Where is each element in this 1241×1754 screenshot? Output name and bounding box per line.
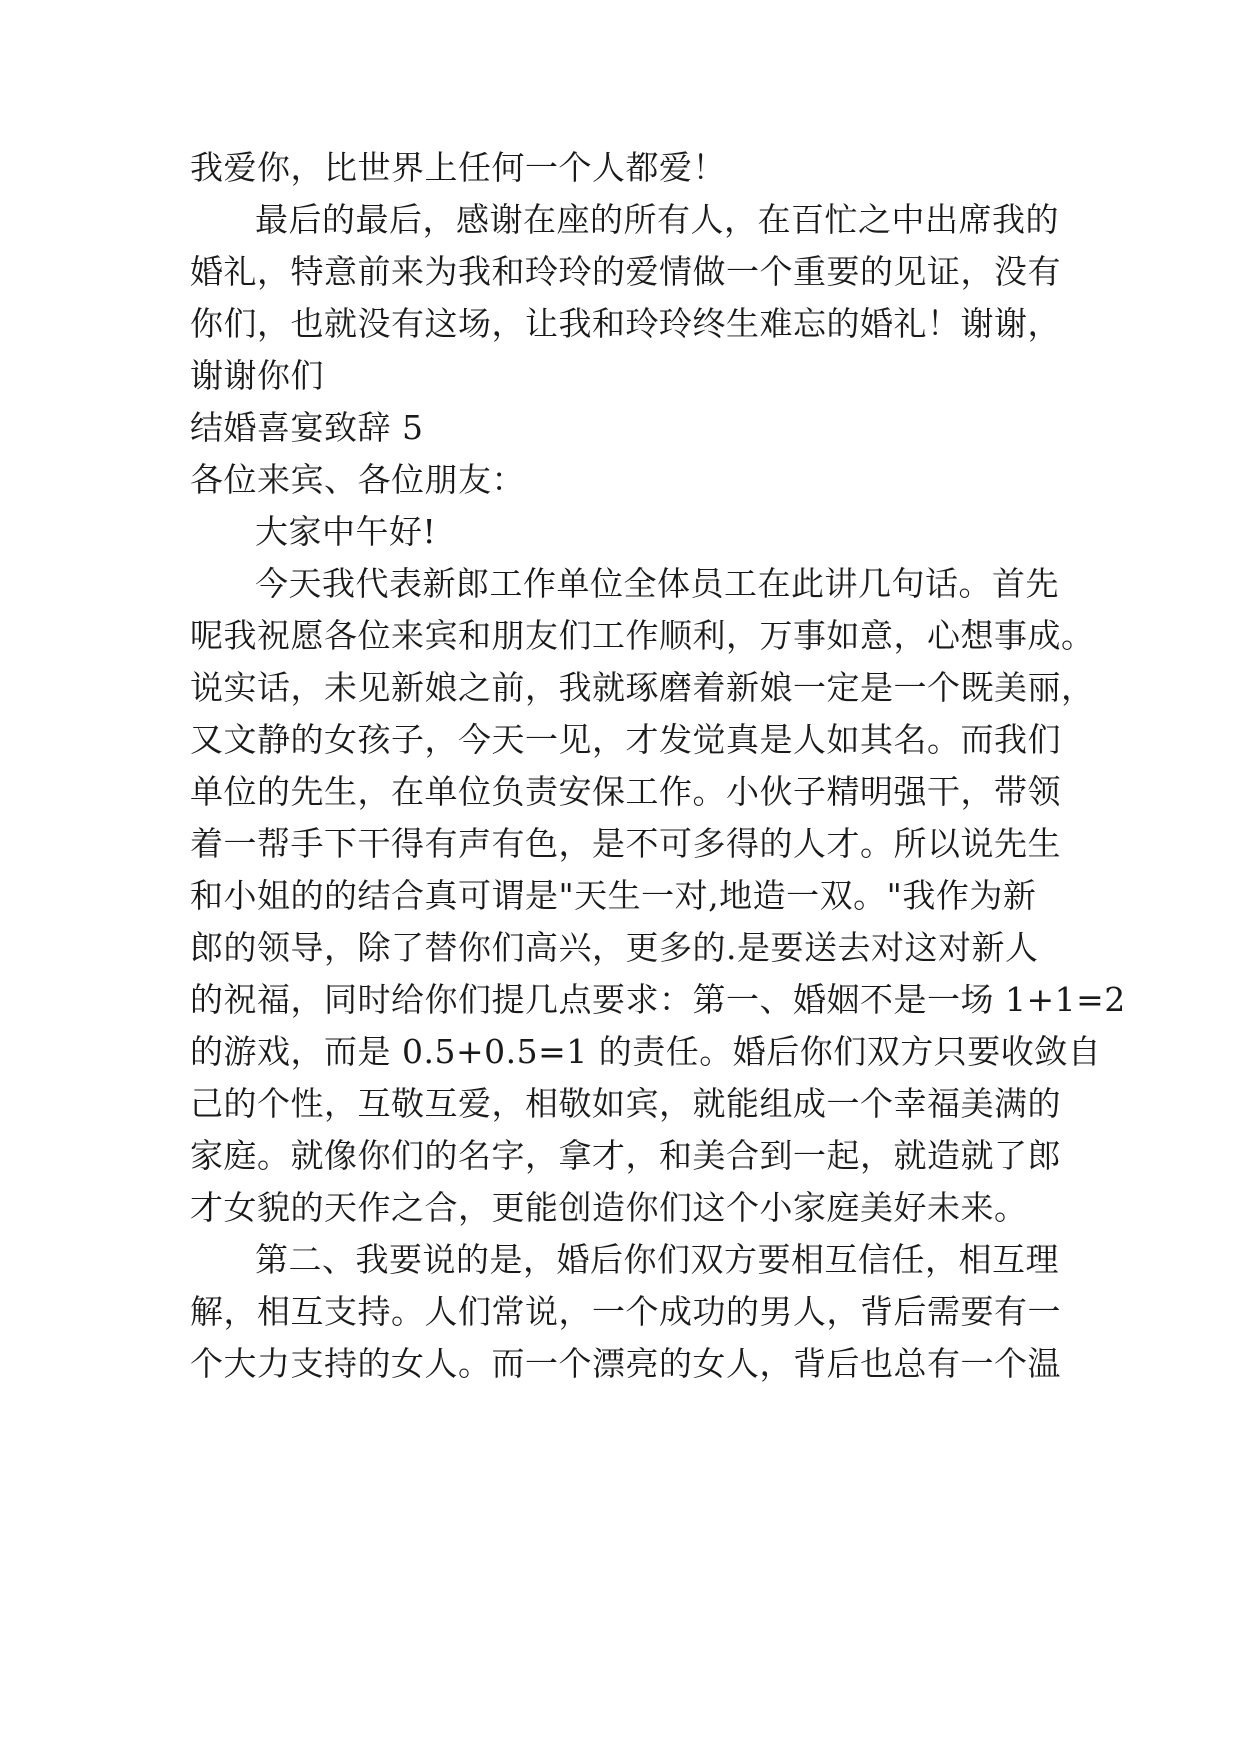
text-line: 和小姐的的结合真可谓是"天生一对,地造一双。"我作为新 <box>190 876 1037 915</box>
text-line: 婚礼，特意前来为我和玲玲的爱情做一个重要的见证，没有 <box>190 252 1061 291</box>
text-line: 又文静的女孩子，今天一见，才发觉真是人如其名。而我们 <box>190 720 1061 759</box>
text-line: 个大力支持的女人。而一个漂亮的女人，背后也总有一个温 <box>190 1344 1061 1383</box>
text-line: 你们，也就没有这场，让我和玲玲终生难忘的婚礼！谢谢， <box>190 304 1061 343</box>
text-line: 解，相互支持。人们常说，一个成功的男人，背后需要有一 <box>190 1292 1061 1331</box>
text-line: 的祝福，同时给你们提几点要求：第一、婚姻不是一场 1+1=2 <box>190 980 1126 1019</box>
text-line: 我爱你，比世界上任何一个人都爱！ <box>190 148 726 187</box>
text-line: 单位的先生，在单位负责安保工作。小伙子精明强干，带领 <box>190 772 1061 811</box>
paragraph-start: 第二、我要说的是，婚后你们双方要相互信任，相互理 <box>255 1240 1059 1279</box>
text-line: 呢我祝愿各位来宾和朋友们工作顺利，万事如意，心想事成。 <box>190 616 1095 655</box>
salutation: 各位来宾、各位朋友： <box>190 460 525 499</box>
text-line: 的游戏，而是 0.5+0.5=1 的责任。婚后你们双方只要收敛自 <box>190 1032 1102 1071</box>
greeting: 大家中午好! <box>255 512 437 551</box>
text-line: 才女貌的天作之合，更能创造你们这个小家庭美好未来。 <box>190 1188 1028 1227</box>
text-line: 郎的领导，除了替你们高兴，更多的.是要送去对这对新人 <box>190 928 1039 967</box>
section-heading: 结婚喜宴致辞 5 <box>190 408 424 447</box>
text-line: 着一帮手下干得有声有色，是不可多得的人才。所以说先生 <box>190 824 1061 863</box>
text-line: 家庭。就像你们的名字，拿才，和美合到一起，就造就了郎 <box>190 1136 1061 1175</box>
text-line: 己的个性，互敬互爱，相敬如宾，就能组成一个幸福美满的 <box>190 1084 1061 1123</box>
paragraph-start: 今天我代表新郎工作单位全体员工在此讲几句话。首先 <box>255 564 1059 603</box>
paragraph-start: 最后的最后，感谢在座的所有人，在百忙之中出席我的 <box>255 200 1059 239</box>
text-line: 说实话，未见新娘之前，我就琢磨着新娘一定是一个既美丽， <box>190 668 1095 707</box>
text-line: 谢谢你们 <box>190 356 324 395</box>
